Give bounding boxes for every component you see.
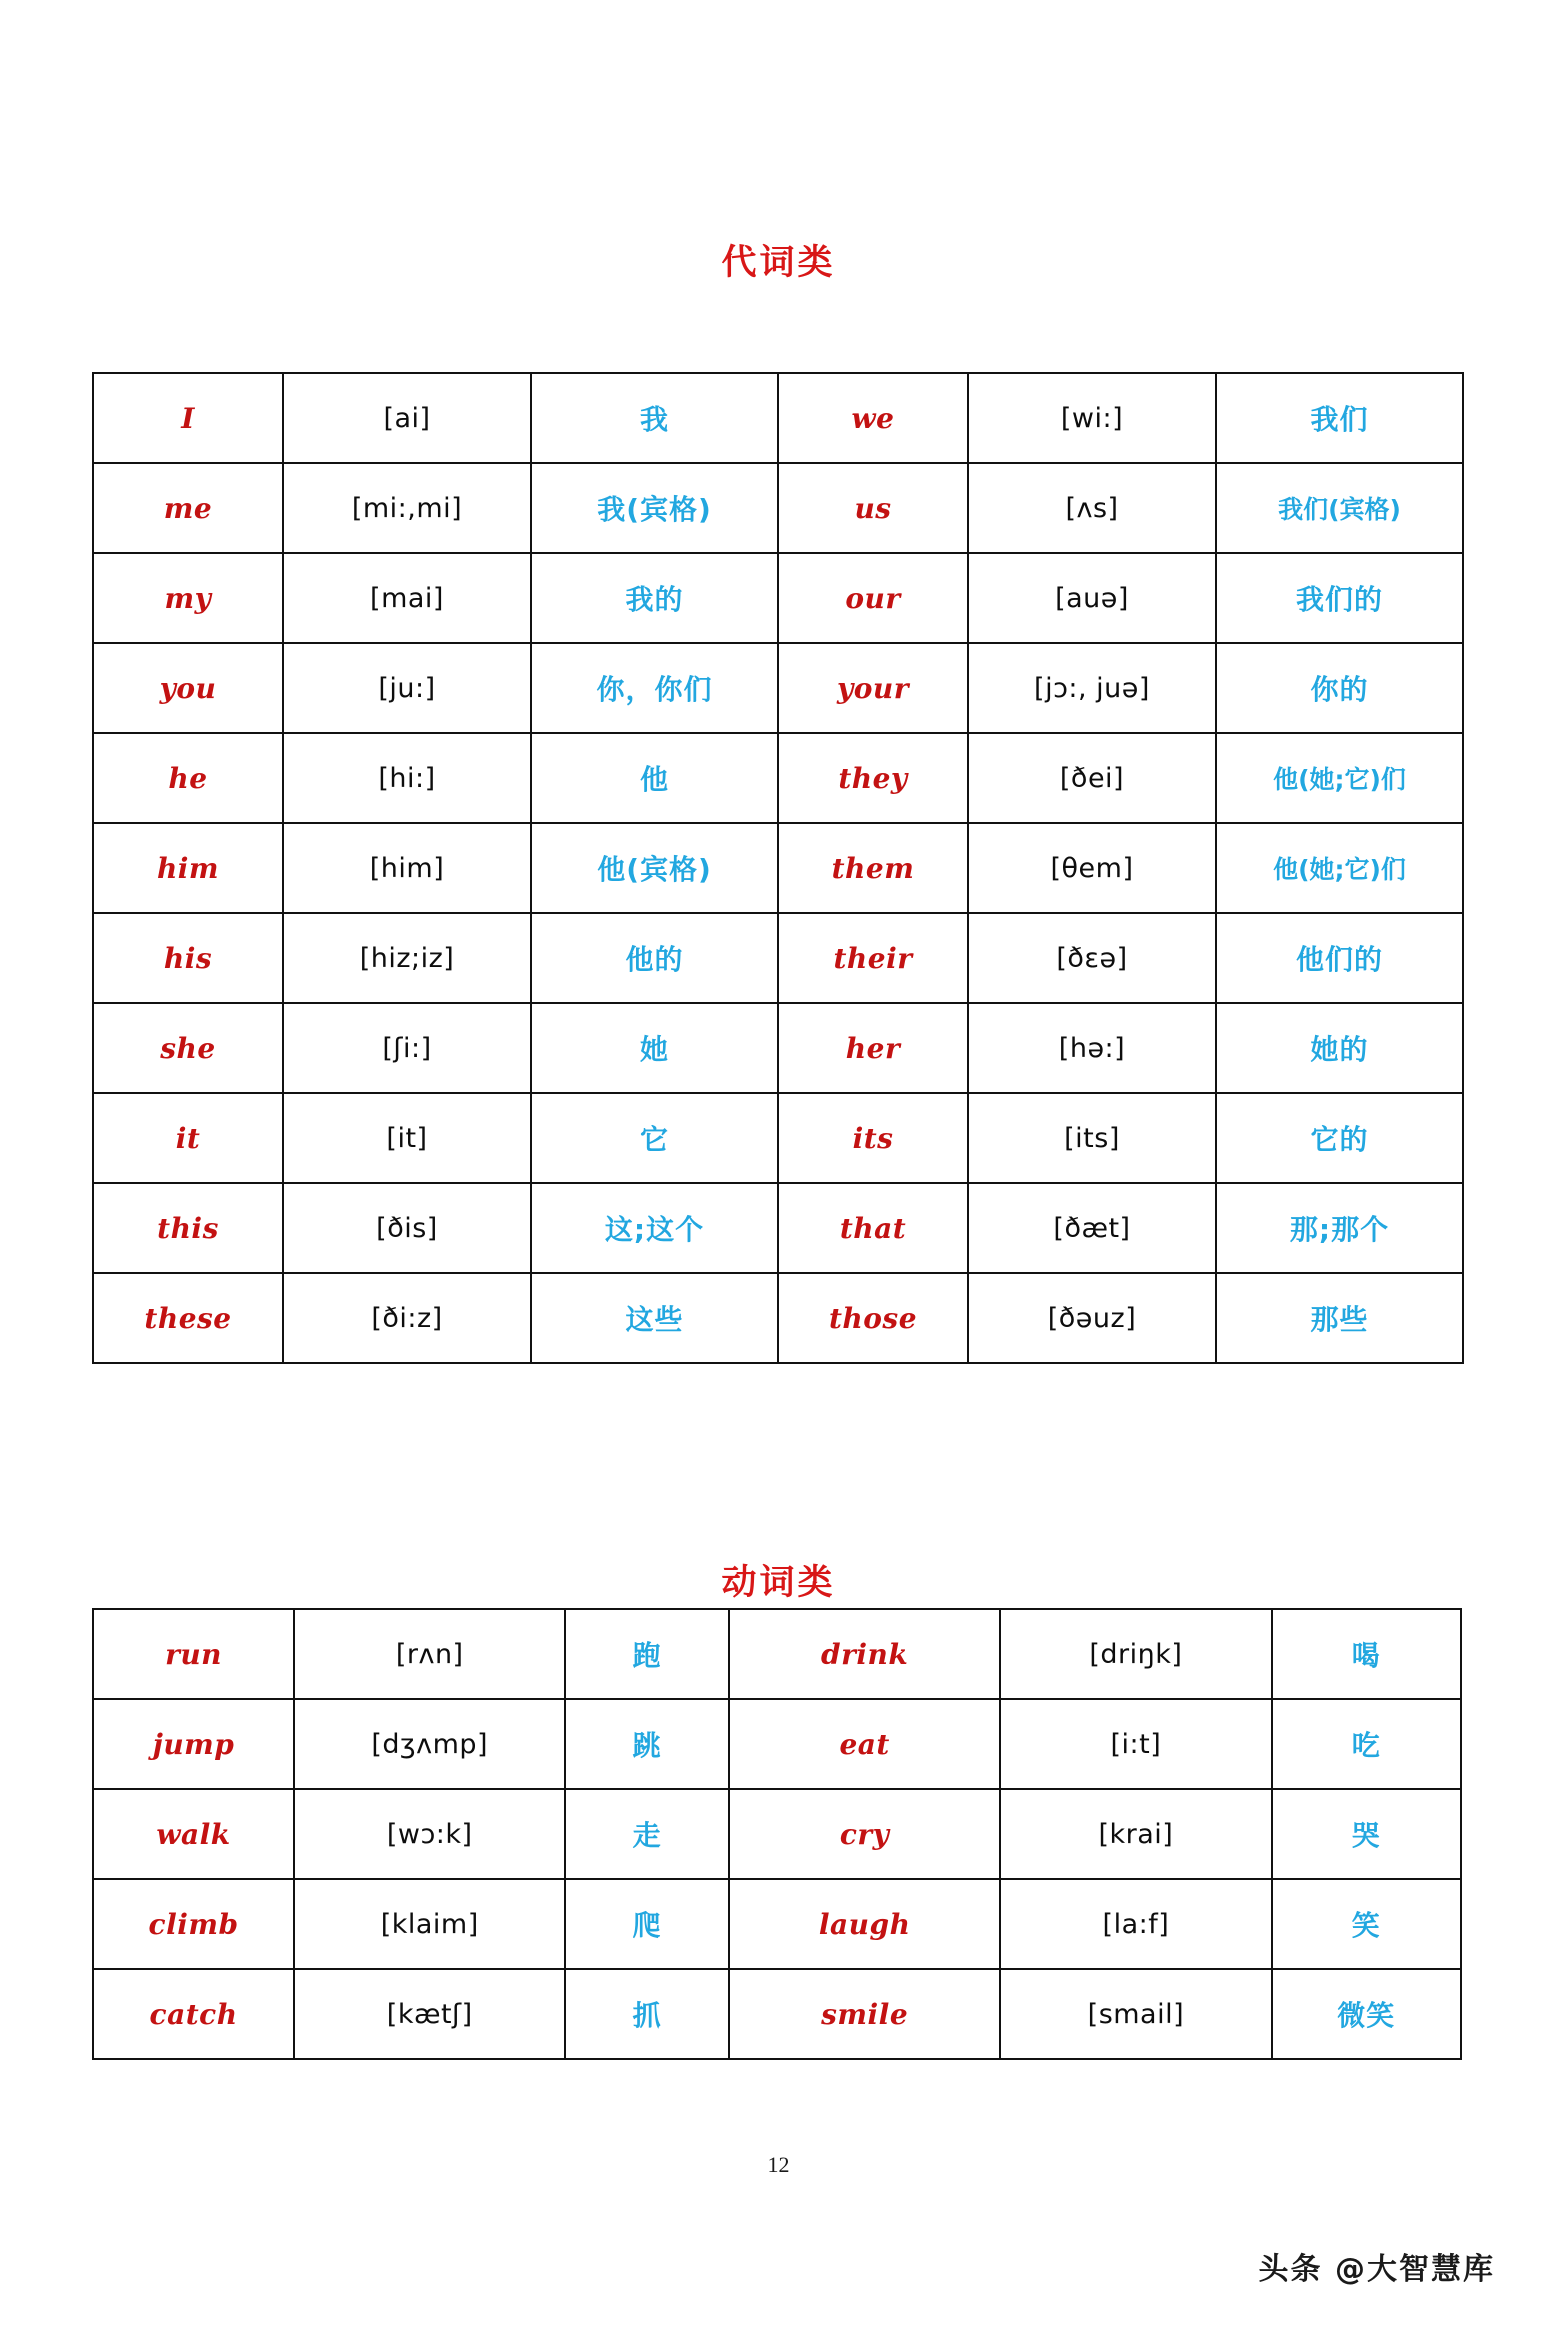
meaning-cell: 我 — [531, 373, 778, 463]
vocab-word-cell: jump — [93, 1699, 294, 1789]
phonetic-cell: [driŋk] — [1000, 1609, 1271, 1699]
table-row — [93, 1789, 1461, 1879]
table-row — [93, 913, 1463, 1003]
phonetic-cell: [it] — [283, 1093, 531, 1183]
table-row — [93, 463, 1463, 553]
meaning-cell: 我们 — [1216, 373, 1463, 463]
meaning-cell: 他(她;它)们 — [1216, 733, 1463, 823]
meaning-cell: 那些 — [1216, 1273, 1463, 1363]
meaning-cell: 她 — [531, 1003, 778, 1093]
vocab-word-cell: our — [778, 553, 968, 643]
meaning-cell: 他(她;它)们 — [1216, 823, 1463, 913]
vocab-word-cell: eat — [729, 1699, 1000, 1789]
table-row — [93, 373, 1463, 463]
section-title-verbs: 动词类 — [721, 1563, 836, 1604]
meaning-cell: 这些 — [531, 1273, 778, 1363]
vocab-word-cell: run — [93, 1609, 294, 1699]
meaning-cell: 笑 — [1272, 1879, 1461, 1969]
phonetic-cell: [mai] — [283, 553, 531, 643]
watermark: 头条 @大智慧库 — [1258, 2252, 1495, 2287]
vocab-word-cell: my — [93, 553, 283, 643]
table-row — [93, 733, 1463, 823]
phonetic-cell: [mi:,mi] — [283, 463, 531, 553]
meaning-cell: 她的 — [1216, 1003, 1463, 1093]
phonetic-cell: [ʌs] — [968, 463, 1216, 553]
phonetic-cell: [klaim] — [294, 1879, 565, 1969]
vocab-word-cell: its — [778, 1093, 968, 1183]
phonetic-cell: [jɔ:, juə] — [968, 643, 1216, 733]
meaning-cell: 他 — [531, 733, 778, 823]
meaning-cell: 我们的 — [1216, 553, 1463, 643]
meaning-cell: 他的 — [531, 913, 778, 1003]
vocab-word-cell: smile — [729, 1969, 1000, 2059]
vocab-word-cell: their — [778, 913, 968, 1003]
vocab-word-cell: me — [93, 463, 283, 553]
table-row — [93, 823, 1463, 913]
meaning-cell: 哭 — [1272, 1789, 1461, 1879]
vocab-word-cell: you — [93, 643, 283, 733]
meaning-cell: 微笑 — [1272, 1969, 1461, 2059]
vocab-word-cell: I — [93, 373, 283, 463]
phonetic-cell: [ðei] — [968, 733, 1216, 823]
table-row — [93, 1183, 1463, 1273]
meaning-cell: 跳 — [565, 1699, 729, 1789]
phonetic-cell: [him] — [283, 823, 531, 913]
table-row — [93, 643, 1463, 733]
phonetic-cell: [krai] — [1000, 1789, 1271, 1879]
phonetic-cell: [ðəuz] — [968, 1273, 1216, 1363]
meaning-cell: 跑 — [565, 1609, 729, 1699]
phonetic-cell: [ði:z] — [283, 1273, 531, 1363]
vocab-word-cell: his — [93, 913, 283, 1003]
phonetic-cell: [la:f] — [1000, 1879, 1271, 1969]
phonetic-cell: [smail] — [1000, 1969, 1271, 2059]
vocab-word-cell: those — [778, 1273, 968, 1363]
vocab-word-cell: it — [93, 1093, 283, 1183]
vocab-word-cell: cry — [729, 1789, 1000, 1879]
vocab-word-cell: drink — [729, 1609, 1000, 1699]
vocab-word-cell: walk — [93, 1789, 294, 1879]
table-row — [93, 1609, 1461, 1699]
vocab-word-cell: he — [93, 733, 283, 823]
phonetic-cell: [rʌn] — [294, 1609, 565, 1699]
table-row — [93, 1879, 1461, 1969]
phonetic-cell: [kætʃ] — [294, 1969, 565, 2059]
meaning-cell: 我(宾格) — [531, 463, 778, 553]
section-title-pronouns: 代词类 — [721, 243, 836, 284]
meaning-cell: 他们的 — [1216, 913, 1463, 1003]
pronouns-table-body — [93, 373, 1463, 1363]
table-row — [93, 1273, 1463, 1363]
phonetic-cell: [ðɛə] — [968, 913, 1216, 1003]
meaning-cell: 你，你们 — [531, 643, 778, 733]
vocab-word-cell: this — [93, 1183, 283, 1273]
vocab-word-cell: that — [778, 1183, 968, 1273]
pronouns-table — [92, 372, 1464, 1364]
table-row — [93, 1093, 1463, 1183]
vocab-word-cell: we — [778, 373, 968, 463]
phonetic-cell: [ai] — [283, 373, 531, 463]
phonetic-cell: [wi:] — [968, 373, 1216, 463]
vocab-word-cell: they — [778, 733, 968, 823]
meaning-cell: 这;这个 — [531, 1183, 778, 1273]
meaning-cell: 爬 — [565, 1879, 729, 1969]
vocab-word-cell: us — [778, 463, 968, 553]
table-row — [93, 1699, 1461, 1789]
meaning-cell: 喝 — [1272, 1609, 1461, 1699]
verbs-table-body — [93, 1609, 1461, 2059]
meaning-cell: 那;那个 — [1216, 1183, 1463, 1273]
phonetic-cell: [ðæt] — [968, 1183, 1216, 1273]
table-row — [93, 553, 1463, 643]
meaning-cell: 他(宾格) — [531, 823, 778, 913]
phonetic-cell: [hə:] — [968, 1003, 1216, 1093]
verbs-table — [92, 1608, 1462, 2060]
phonetic-cell: [dʒʌmp] — [294, 1699, 565, 1789]
meaning-cell: 走 — [565, 1789, 729, 1879]
vocab-word-cell: your — [778, 643, 968, 733]
phonetic-cell: [its] — [968, 1093, 1216, 1183]
vocab-word-cell: catch — [93, 1969, 294, 2059]
meaning-cell: 我的 — [531, 553, 778, 643]
phonetic-cell: [hi:] — [283, 733, 531, 823]
phonetic-cell: [θem] — [968, 823, 1216, 913]
phonetic-cell: [hiz;iz] — [283, 913, 531, 1003]
phonetic-cell: [auə] — [968, 553, 1216, 643]
vocab-word-cell: laugh — [729, 1879, 1000, 1969]
meaning-cell: 吃 — [1272, 1699, 1461, 1789]
vocab-word-cell: them — [778, 823, 968, 913]
table-row — [93, 1969, 1461, 2059]
meaning-cell: 抓 — [565, 1969, 729, 2059]
vocab-word-cell: climb — [93, 1879, 294, 1969]
vocab-word-cell: her — [778, 1003, 968, 1093]
page-number: 12 — [767, 2152, 790, 2177]
meaning-cell: 我们(宾格) — [1216, 463, 1463, 553]
vocab-word-cell: she — [93, 1003, 283, 1093]
table-row — [93, 1003, 1463, 1093]
phonetic-cell: [ʃi:] — [283, 1003, 531, 1093]
meaning-cell: 你的 — [1216, 643, 1463, 733]
phonetic-cell: [i:t] — [1000, 1699, 1271, 1789]
phonetic-cell: [ðis] — [283, 1183, 531, 1273]
vocab-word-cell: him — [93, 823, 283, 913]
phonetic-cell: [ju:] — [283, 643, 531, 733]
vocab-word-cell: these — [93, 1273, 283, 1363]
phonetic-cell: [wɔ:k] — [294, 1789, 565, 1879]
meaning-cell: 它的 — [1216, 1093, 1463, 1183]
meaning-cell: 它 — [531, 1093, 778, 1183]
